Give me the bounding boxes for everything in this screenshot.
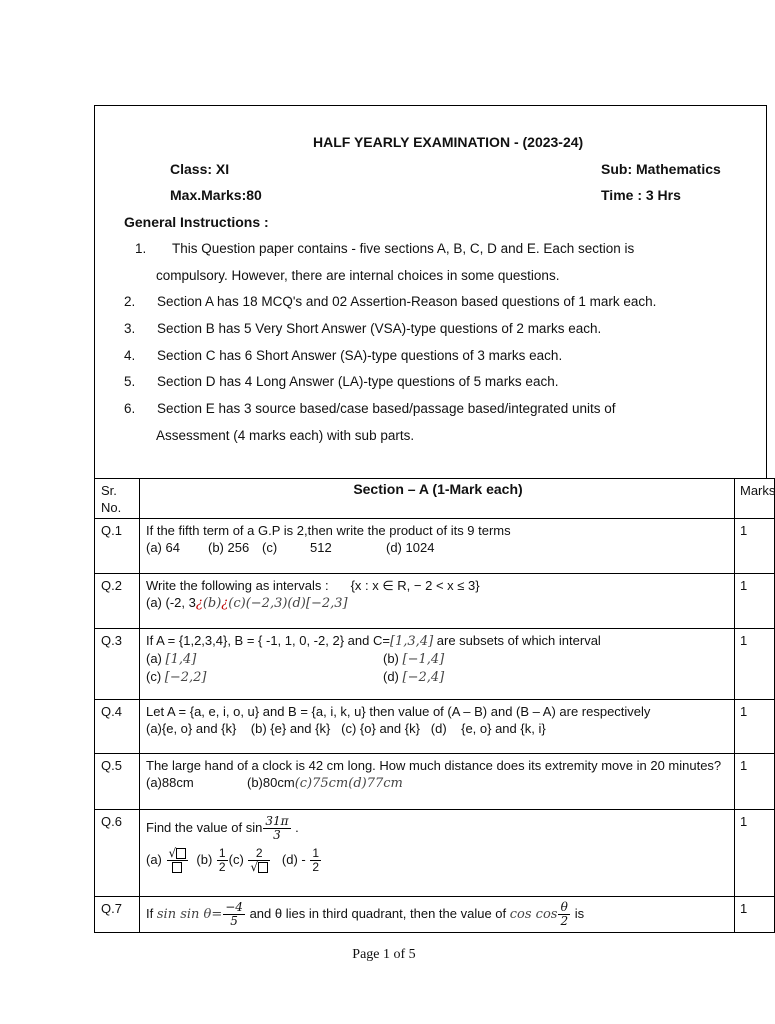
instruction-number: 1. <box>135 241 147 256</box>
fraction-denominator: 2 <box>218 860 226 874</box>
sqrt-symbol: √ <box>168 846 177 860</box>
fraction-denominator <box>167 861 189 874</box>
subject-label: Sub: Mathematics <box>601 161 721 177</box>
option-c-d: (c)(−2,3)(d)[−2,3] <box>228 596 348 611</box>
question-body <box>140 574 735 629</box>
instruction-3: Section B has 5 Very Short Answer (VSA)-type questions of 2 marks each. <box>157 321 602 336</box>
max-marks-label: Max.Marks:80 <box>170 187 262 203</box>
option-d: (d) 1024 <box>386 540 435 555</box>
table-header-row <box>95 479 775 519</box>
instruction-number: 5. <box>124 374 136 389</box>
fraction-denominator <box>248 861 270 874</box>
instruction-number: 3. <box>124 321 136 336</box>
instruction-2: Section A has 18 MCQ's and 02 Assertion-Reason based questions of 1 mark each. <box>157 294 657 309</box>
question-text: If A = {1,2,3,4}, B = { -1, 1, 0, -2, 2} and C= <box>146 633 390 648</box>
option-d: (d) - <box>281 851 306 867</box>
question-row-q1 <box>95 519 775 574</box>
question-row-q7 <box>95 897 775 933</box>
question-text-line <box>146 901 730 928</box>
fraction <box>167 847 189 874</box>
question-row-q2 <box>95 574 775 629</box>
question-marks: 1 <box>735 700 775 754</box>
missing-glyph-box <box>172 862 182 873</box>
question-number: Q.7 <box>95 897 140 933</box>
fraction-numerator: 1 <box>218 846 226 860</box>
question-text: If <box>146 905 154 921</box>
option-b: (b)80cm <box>247 775 295 790</box>
question-text: Write the following as intervals : <box>146 578 329 593</box>
set-notation: {x : x ∈ R, − 2 < x ≤ 3} <box>350 578 480 593</box>
question-text-end: is <box>571 905 585 921</box>
option-c-d: (c)75cm(d)77cm <box>294 776 403 791</box>
question-text-line <box>146 577 730 594</box>
option-c: (c) <box>262 540 278 555</box>
question-number: Q.3 <box>95 629 140 700</box>
question-text: If the fifth term of a G.P is 2,then write the product of its 9 terms <box>146 523 511 538</box>
instruction-1-line-1: This Question paper contains - five sections A, B, C, D and E. Each section is <box>172 241 635 256</box>
class-label: Class: XI <box>170 161 230 177</box>
question-row-q5 <box>95 754 775 810</box>
question-marks: 1 <box>735 574 775 629</box>
question-row-q4 <box>95 700 775 754</box>
option-a: (a) <box>146 851 162 867</box>
question-body <box>140 810 735 897</box>
question-body <box>140 897 735 933</box>
fraction <box>310 847 321 874</box>
question-options <box>146 774 730 792</box>
question-body <box>140 754 735 810</box>
option-a-value: [1,4] <box>165 652 197 667</box>
question-text-line <box>146 632 730 650</box>
fraction-numerator: 1 <box>312 846 320 860</box>
fraction-denominator: 2 <box>312 860 320 874</box>
missing-glyph-box <box>176 848 186 859</box>
time-label: Time : 3 Hrs <box>601 187 681 203</box>
option-c-value: [−2,2] <box>164 670 207 685</box>
fraction-denominator: 5 <box>230 914 238 928</box>
page-number: Page 1 of 5 <box>352 947 416 962</box>
option-b: (b) <box>383 651 399 666</box>
options-row <box>146 650 730 668</box>
question-options <box>146 847 730 874</box>
question-text: Let A = {a, e, i, o, u} and B = {a, i, k, u} then value of (A – B) and (B – A) are respectively <box>146 704 651 719</box>
option-b: (b) <box>202 596 222 611</box>
instruction-number: 4. <box>124 348 136 363</box>
broken-glyph: ¿ <box>221 596 229 611</box>
question-text-end: are subsets of which interval <box>433 633 601 648</box>
period: . <box>295 819 299 835</box>
question-text-middle: and θ lies in third quadrant, then the value of <box>245 905 510 921</box>
exam-title: HALF YEARLY EXAMINATION - (2023-24) <box>313 134 584 150</box>
question-body <box>140 519 735 574</box>
fraction-numerator: 31π <box>265 814 289 828</box>
fraction <box>217 847 228 874</box>
broken-glyph: ¿ <box>195 596 203 611</box>
option-d-value: [−2,4] <box>402 670 445 685</box>
option-b: (b) 256 <box>208 540 250 555</box>
option-c: (c) <box>228 851 244 867</box>
sin-expression: sin sin θ= <box>156 906 223 922</box>
question-options: (a){e, o} and {k} (b) {e} and {k} (c) {o} and {k} (d) {e, o} and {k, i} <box>146 721 546 736</box>
question-options <box>146 594 730 612</box>
options-row <box>146 668 730 686</box>
fraction <box>223 901 245 928</box>
instruction-number: 6. <box>124 401 136 416</box>
fraction-numerator <box>167 847 189 861</box>
question-text: The large hand of a clock is 42 cm long. How much distance does its extremity move in 20 minutes? <box>146 758 722 773</box>
option-a: (a)88cm <box>146 775 194 790</box>
question-number: Q.5 <box>95 754 140 810</box>
question-marks: 1 <box>735 519 775 574</box>
fraction <box>558 901 570 928</box>
option-b-value: [−1,4] <box>402 652 445 667</box>
fraction-numerator: θ <box>558 901 570 915</box>
question-marks: 1 <box>735 810 775 897</box>
section-header: Section – A (1-Mark each) <box>140 479 735 519</box>
missing-glyph-box <box>258 862 268 873</box>
fraction-denominator: 3 <box>273 828 281 842</box>
question-marks: 1 <box>735 897 775 933</box>
instructions-heading: General Instructions : <box>124 214 269 230</box>
question-number: Q.6 <box>95 810 140 897</box>
question-number: Q.1 <box>95 519 140 574</box>
question-text-line <box>146 815 730 842</box>
option-a: (a) 64 <box>146 540 180 555</box>
fraction <box>263 815 290 842</box>
question-text: Find the value of sin <box>146 819 263 835</box>
question-number: Q.4 <box>95 700 140 754</box>
option-b: (b) <box>196 851 213 867</box>
fraction-numerator: −4 <box>225 900 243 914</box>
marks-header: Marks <box>735 479 775 519</box>
instruction-6-line-1: Section E has 3 source based/case based/passage based/integrated units of <box>157 401 616 416</box>
question-row-q6 <box>95 810 775 897</box>
interval-c: [1,3,4] <box>389 634 434 649</box>
question-marks: 1 <box>735 629 775 700</box>
fraction <box>248 847 270 874</box>
instruction-4: Section C has 6 Short Answer (SA)-type questions of 3 marks each. <box>157 348 563 363</box>
instruction-number: 2. <box>124 294 136 309</box>
question-row-q3 <box>95 629 775 700</box>
option-d: (d) <box>383 669 399 684</box>
sqrt-symbol: √ <box>250 860 259 874</box>
option-c-value: 512 <box>310 540 332 555</box>
cos-expression: cos cos <box>509 906 558 922</box>
sr-no-header: Sr. No. <box>95 479 140 519</box>
question-table <box>94 478 775 933</box>
question-marks: 1 <box>735 754 775 810</box>
option-c: (c) <box>146 669 162 684</box>
instruction-6-line-2: Assessment (4 marks each) with sub parts. <box>156 428 415 443</box>
question-options <box>146 539 730 556</box>
question-number: Q.2 <box>95 574 140 629</box>
option-a: (a) <box>146 651 162 666</box>
fraction-numerator: 2 <box>248 847 270 861</box>
option-a: (a) (-2, 3 <box>146 595 196 610</box>
fraction-denominator: 2 <box>560 914 569 928</box>
instruction-5: Section D has 4 Long Answer (LA)-type questions of 5 marks each. <box>157 374 559 389</box>
instruction-1-line-2: compulsory. However, there are internal choices in some questions. <box>156 268 560 283</box>
question-body <box>140 629 735 700</box>
question-body <box>140 700 735 754</box>
